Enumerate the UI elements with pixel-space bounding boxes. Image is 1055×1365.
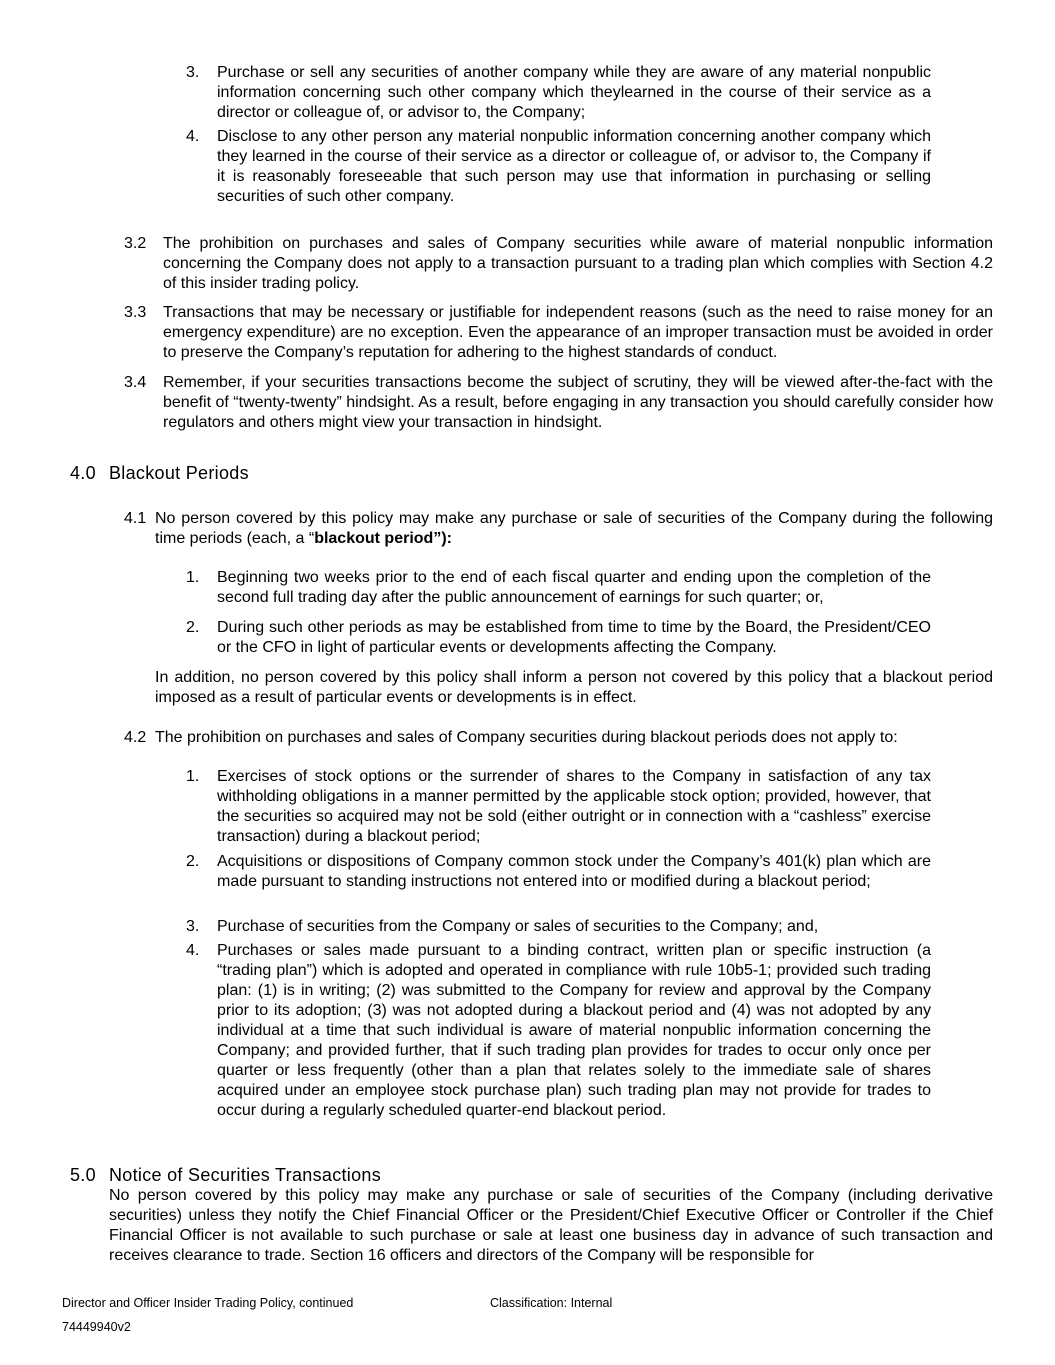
list-item (186, 63, 931, 123)
list-item-number: 3. (186, 918, 200, 935)
section-heading (70, 1164, 381, 1186)
list-item-text: Acquisitions or dispositions of Company common stock under the Company’s 401(k) plan which are made pursuant to standing instructions not entered into or modified during a blackout period; (217, 853, 931, 890)
paragraph-text: Transactions that may be necessary or justifiable for independent reasons (such as the need to raise money for an emergency expenditure) are no exception. Even the appearance of an improper transaction must be avoided in order to preserve the Company’s reputation for adhering to the highest standards of conduct. (163, 304, 993, 361)
footer-doc-id: 74449940v2 (62, 1320, 131, 1334)
list-item (186, 941, 931, 1121)
section-5-paragraph: No person covered by this policy may make any purchase or sale of securities of the Company (including derivative securities) unless they notify the Chief Financial Officer or the President/Chief Executive Officer or Controller if the Chief Financial Officer is not available to such purchase or sale at least one business day in advance of such transaction and receives clearance to trade. Section 16 officers and directors of the Company will be responsible for (109, 1187, 993, 1264)
section-number: 4.0 (70, 463, 96, 483)
paragraph-number: 3.3 (124, 304, 147, 321)
list-item (186, 127, 931, 207)
section-number: 5.0 (70, 1165, 96, 1185)
list-item-text: Disclose to any other person any material nonpublic information concerning another company which they learned in the course of their service as a director or colleague of, or advisor to, the Company if it is reasonably foreseeable that such person may use that information in purchasing or selling securities of such other company. (217, 128, 931, 205)
list-item-number: 2. (186, 619, 200, 636)
list-item-text: Purchase or sell any securities of another company while they are aware of any material nonpublic information concerning such other company which theylearned in the course of their service as a director or colleague of, or advisor to, the Company; (217, 64, 931, 121)
list-item (186, 568, 931, 608)
addition-paragraph: In addition, no person covered by this policy shall inform a person not covered by this policy that a blackout period imposed as a result of particular events or developments is in effect. (155, 669, 993, 706)
footer-classification: Classification: Internal (490, 1296, 613, 1310)
list-item (186, 618, 931, 658)
list-item-number: 1. (186, 569, 200, 586)
list-item-text: Purchases or sales made pursuant to a binding contract, written plan or specific instruction (a “trading plan”) which is adopted and operated in compliance with rule 10b5-1; provided such trading plan: (1) is in writing; (2) was submitted to the Company for review and approval by the Company prior to its adoption; (3) was not adopted during a blackout period and (4) was not adopted by any individual at a time that such individual is aware of material nonpublic information concerning the Company; and provided further, that if such trading plan provides for trades to occur only once per quarter or less frequently (other than a plan that relates solely to the immediate sale of shares acquired under an employee stock purchase plan) such trading plan may not provide for trades to occur during a regularly scheduled quarter-end blackout period. (217, 942, 931, 1119)
list-item-text: Purchase of securities from the Company or sales of securities to the Company; and, (217, 918, 819, 935)
paragraph-text: Remember, if your securities transactions become the subject of scrutiny, they will be viewed after-the-fact with the benefit of “twenty-twenty” hindsight. As a result, before engaging in any transaction you should carefully consider how regulators and others might view your transaction in hindsight. (163, 374, 993, 431)
section-title: Blackout Periods (109, 463, 249, 483)
paragraph-number: 3.2 (124, 235, 147, 252)
section-paragraph (124, 303, 993, 363)
section-title: Notice of Securities Transactions (109, 1165, 382, 1185)
paragraph-number: 4.1 (124, 510, 147, 527)
blackout-period-term: blackout period”): (314, 530, 452, 547)
list-item (186, 767, 931, 847)
paragraph-text (155, 509, 993, 549)
section-paragraph (124, 509, 993, 549)
list-item-number: 4. (186, 128, 200, 145)
list-item-text: Beginning two weeks prior to the end of each fiscal quarter and ending upon the completion of the second full trading day after the public announcement of earnings for such quarter; or, (217, 569, 931, 606)
paragraph-text: The prohibition on purchases and sales of Company securities during blackout periods does not apply to: (155, 729, 898, 746)
paragraph-number: 4.2 (124, 729, 147, 746)
list-item-number: 2. (186, 853, 200, 870)
paragraph-number: 3.4 (124, 374, 147, 391)
paragraph-text: The prohibition on purchases and sales of Company securities while aware of material nonpublic information concerning the Company does not apply to a transaction pursuant to a trading plan which complies with Section 4.2 of this insider trading policy. (163, 235, 993, 292)
section-heading (70, 462, 249, 484)
section-paragraph (124, 234, 993, 294)
list-item-text: During such other periods as may be established from time to time by the Board, the President/CEO or the CFO in light of particular events or developments affecting the Company. (217, 619, 931, 656)
list-item (186, 917, 931, 937)
section-paragraph (124, 728, 993, 748)
section-paragraph (124, 373, 993, 433)
footer-doc-title: Director and Officer Insider Trading Policy, continued (62, 1296, 354, 1310)
paragraph-text-plain: No person covered by this policy may make any purchase or sale of securities of the Company during the following time periods (each, a “ (155, 510, 993, 547)
list-item (186, 852, 931, 892)
list-item-number: 4. (186, 942, 200, 959)
list-item-text: Exercises of stock options or the surrender of shares to the Company in satisfaction of any tax withholding obligations in a manner permitted by the applicable stock option; provided, however, that the securities so acquired may not be sold (either outright or in connection with a “cashless” exercise transaction) during a blackout period; (217, 768, 931, 845)
list-item-number: 3. (186, 64, 200, 81)
list-item-number: 1. (186, 768, 200, 785)
